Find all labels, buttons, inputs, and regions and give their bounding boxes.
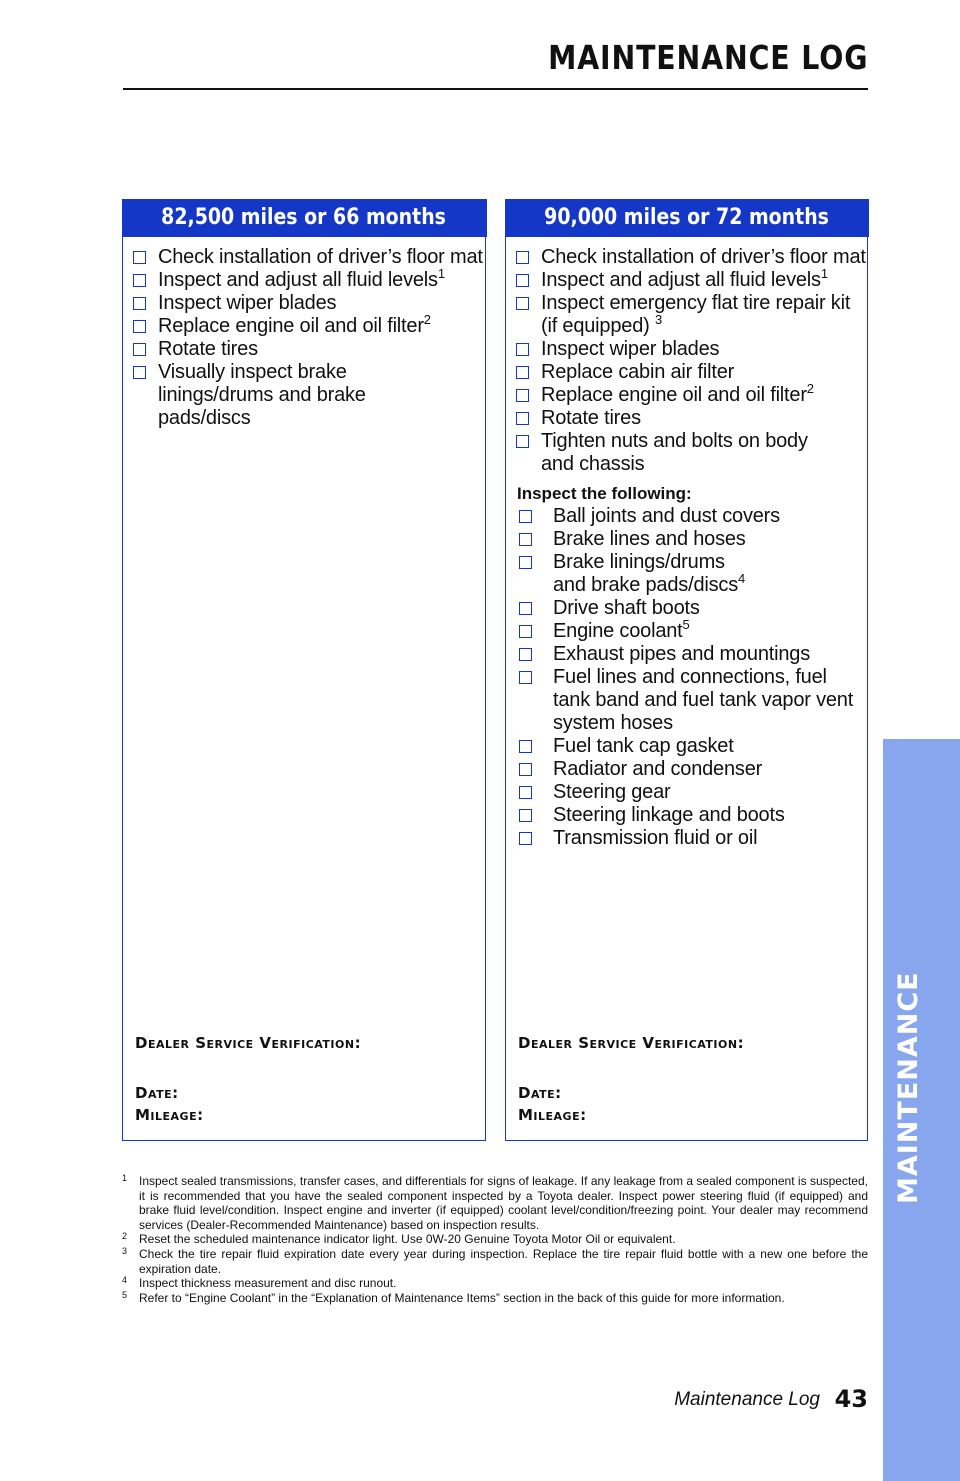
checkbox-icon[interactable] bbox=[519, 533, 532, 546]
checkbox-icon[interactable] bbox=[516, 412, 529, 425]
checkbox-icon[interactable] bbox=[519, 648, 532, 661]
footnote: 5 Refer to “Engine Coolant” in the “Explanation of Maintenance Items” section in the back of this guide for more information. bbox=[122, 1289, 785, 1305]
footnote: 3 Check the tire repair fluid expiration date every year during inspection. Replace the tire repair fluid bottle with a new one before the expiration date. bbox=[122, 1245, 868, 1276]
list-item: Inspect and adjust all fluid levels$^1$ bbox=[516, 269, 867, 292]
page-title: MAINTENANCE LOG bbox=[547, 38, 868, 77]
box-header-90000: 90,000 miles or 72 months bbox=[505, 199, 869, 237]
dealer-verification bbox=[518, 1032, 744, 1126]
checkbox-icon[interactable] bbox=[519, 763, 532, 776]
list-item: Inspect wiper blades bbox=[133, 292, 485, 315]
footnote: 2 Reset the scheduled maintenance indicator light. Use 0W-20 Genuine Toyota Motor Oil or equivalent. bbox=[122, 1231, 676, 1247]
checkbox-icon[interactable] bbox=[516, 343, 529, 356]
checkbox-icon[interactable] bbox=[519, 740, 532, 753]
checkbox-icon[interactable] bbox=[519, 510, 532, 523]
list-item: Exhaust pipes and mountings bbox=[516, 643, 867, 666]
footnotes bbox=[122, 1174, 868, 1305]
checkbox-icon[interactable] bbox=[516, 274, 529, 287]
footer-section-label: Maintenance Log bbox=[674, 1389, 820, 1410]
list-item: Fuel tank cap gasket bbox=[516, 735, 867, 758]
checkbox-icon[interactable] bbox=[519, 671, 532, 684]
maintenance-box-82500 bbox=[122, 199, 486, 1141]
maintenance-box-90000 bbox=[505, 199, 868, 1141]
list-item: Steering gear bbox=[516, 781, 867, 804]
list-item: Inspect wiper blades bbox=[516, 338, 867, 361]
footnote: 1 Inspect sealed transmissions, transfer cases, and differentials for signs of leakage. If any leakage from a sealed component is suspected, it is recommended that you have the sealed component inspected by a Toyota dealer. Inspect power steering fluid (if equipped) and brake fluid level/condition. Inspect engine and inverter (if equipped) coolant level/condition/freezing point. Your dealer may recommend services (Dealer-Recommended Maintenance) based on inspection results. bbox=[122, 1173, 868, 1232]
mileage-label: Mileage: bbox=[135, 1106, 204, 1124]
list-item: Engine coolant$^5$ bbox=[516, 620, 867, 643]
checkbox-icon[interactable] bbox=[519, 786, 532, 799]
list-item: Fuel lines and connections, fuel tank band and fuel tank vapor vent system hoses bbox=[516, 666, 867, 735]
date-label: Date: bbox=[135, 1084, 179, 1102]
checkbox-icon[interactable] bbox=[133, 343, 146, 356]
list-item: Replace cabin air filter bbox=[516, 361, 867, 384]
box-header-82500: 82,500 miles or 66 months bbox=[122, 199, 487, 237]
list-item: Check installation of driver’s floor mat bbox=[516, 246, 867, 269]
list-item: Inspect and adjust all fluid levels$^1$ bbox=[133, 269, 485, 292]
checkbox-icon[interactable] bbox=[519, 809, 532, 822]
list-item: Radiator and condenser bbox=[516, 758, 867, 781]
list-item: Drive shaft boots bbox=[516, 597, 867, 620]
list-item: Steering linkage and boots bbox=[516, 804, 867, 827]
list-item: Ball joints and dust covers bbox=[516, 505, 867, 528]
checklist-82500 bbox=[123, 237, 485, 430]
footnote: 4 Inspect thickness measurement and disc runout. bbox=[122, 1275, 397, 1291]
list-item: Brake linings/drums and brake pads/discs$^4$ bbox=[516, 551, 867, 597]
list-item: Brake lines and hoses bbox=[516, 528, 867, 551]
checkbox-icon[interactable] bbox=[133, 366, 146, 379]
list-item: Replace engine oil and oil filter$^2$ bbox=[516, 384, 867, 407]
checkbox-icon[interactable] bbox=[516, 389, 529, 402]
checkbox-icon[interactable] bbox=[133, 320, 146, 333]
checklist-90000 bbox=[506, 237, 867, 476]
list-item: Check installation of driver’s floor mat bbox=[133, 246, 485, 269]
inspect-heading: Inspect the following: bbox=[517, 483, 692, 503]
date-label: Date: bbox=[518, 1084, 562, 1102]
title-divider bbox=[123, 88, 868, 90]
checkbox-icon[interactable] bbox=[516, 251, 529, 264]
list-item: Replace engine oil and oil filter$^2$ bbox=[133, 315, 485, 338]
checkbox-icon[interactable] bbox=[133, 251, 146, 264]
checkbox-icon[interactable] bbox=[133, 297, 146, 310]
mileage-label: Mileage: bbox=[518, 1106, 587, 1124]
dealer-verification-label: Dealer Service Verification: bbox=[518, 1034, 745, 1052]
checkbox-icon[interactable] bbox=[519, 602, 532, 615]
list-item: Rotate tires bbox=[516, 407, 867, 430]
checkbox-icon[interactable] bbox=[516, 366, 529, 379]
list-item: Tighten nuts and bolts on body and chassis bbox=[516, 430, 867, 476]
dealer-verification bbox=[135, 1032, 361, 1126]
checkbox-icon[interactable] bbox=[519, 625, 532, 638]
page-number: 43 bbox=[834, 1385, 868, 1413]
checkbox-icon[interactable] bbox=[133, 274, 146, 287]
checkbox-icon[interactable] bbox=[519, 556, 532, 569]
checkbox-icon[interactable] bbox=[516, 297, 529, 310]
dealer-verification-label: Dealer Service Verification: bbox=[135, 1034, 362, 1052]
inspect-checklist bbox=[506, 505, 867, 850]
list-item: Inspect emergency flat tire repair kit (if equipped) $^3$ bbox=[516, 292, 867, 338]
list-item: Visually inspect brake linings/drums and brake pads/discs bbox=[133, 361, 485, 430]
checkbox-icon[interactable] bbox=[519, 832, 532, 845]
list-item: Rotate tires bbox=[133, 338, 485, 361]
list-item: Transmission fluid or oil bbox=[516, 827, 867, 850]
checkbox-icon[interactable] bbox=[516, 435, 529, 448]
